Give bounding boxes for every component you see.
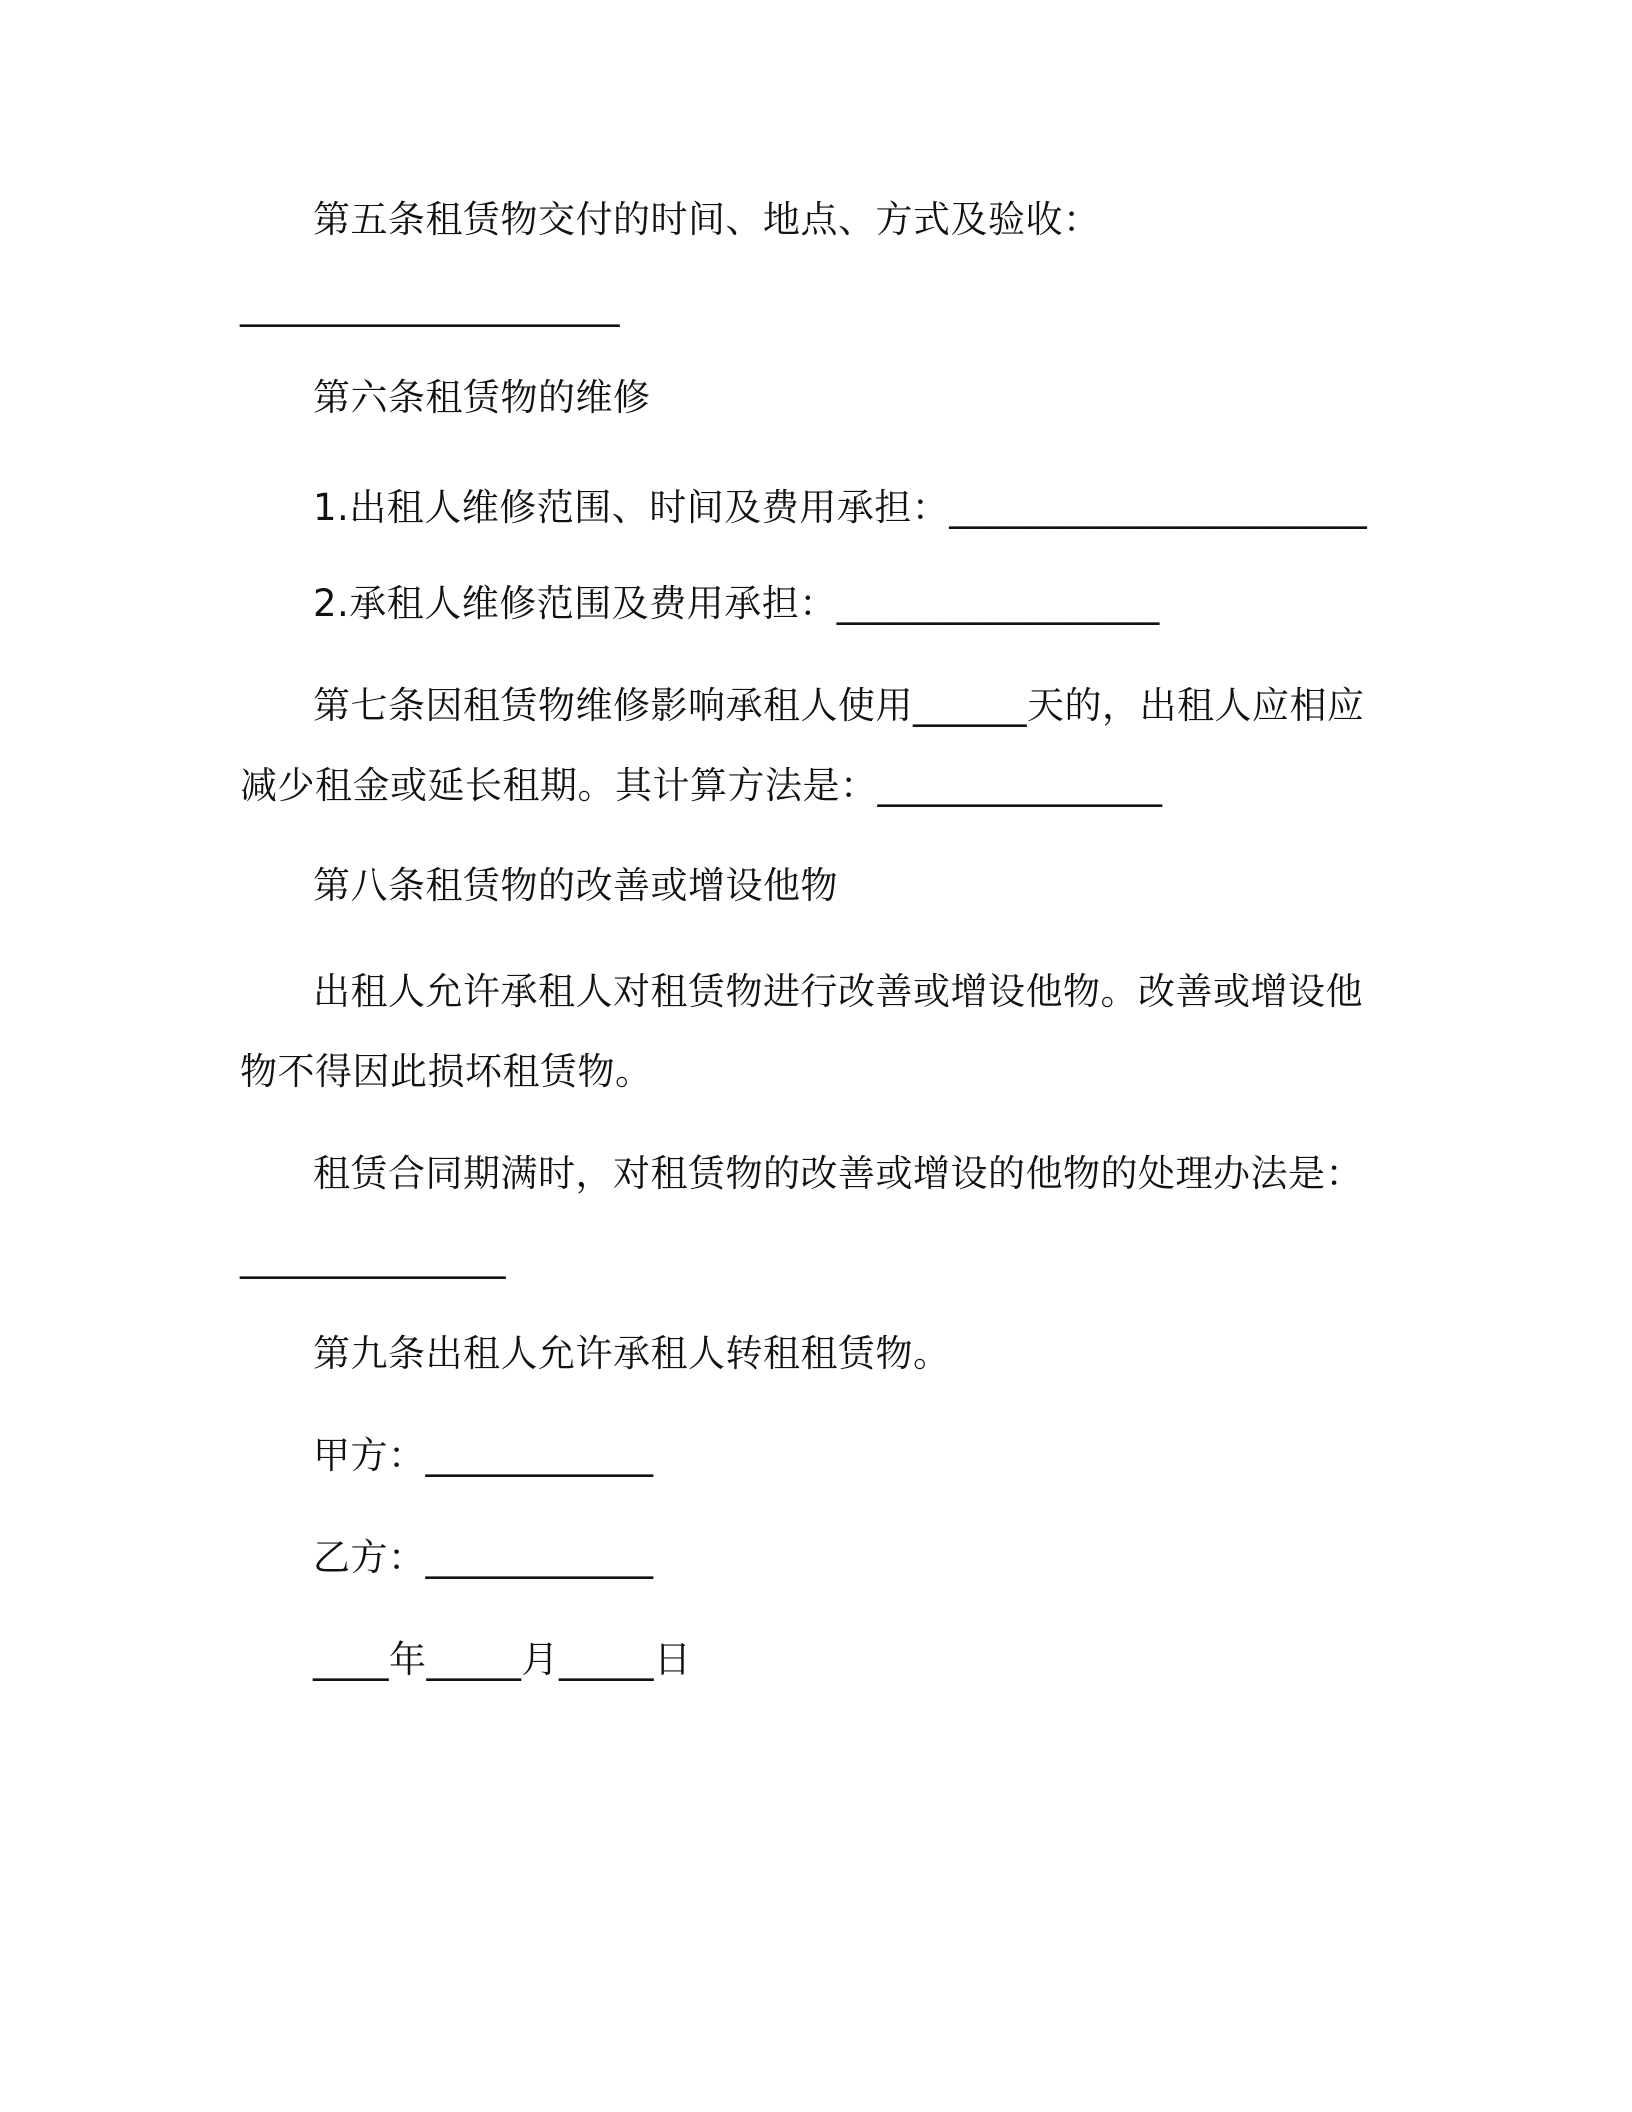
article-7-line-1: 第七条因租赁物维修影响承租人使用______天的，出租人应相应 (313, 684, 1365, 727)
article-8-blank: ______________ (240, 1236, 506, 1279)
article-8-para-2: 租赁合同期满时，对租赁物的改善或增设的他物的处理办法是： (313, 1152, 1363, 1195)
party-b-signature: 乙方：____________ (313, 1536, 654, 1579)
article-7-line-2: 减少租金或延长租期。其计算方法是：_______________ (240, 764, 1163, 807)
article-8-heading: 第八条租赁物的改善或增设他物 (313, 864, 838, 907)
article-6-heading: 第六条租赁物的维修 (313, 376, 651, 419)
article-5-blank: ____________________ (240, 284, 620, 327)
article-6-item-1: 1.出租人维修范围、时间及费用承担：______________________ (313, 486, 1368, 529)
article-5-heading: 第五条租赁物交付的时间、地点、方式及验收： (313, 198, 1101, 241)
article-6-item-2: 2.承租人维修范围及费用承担：_________________ (313, 582, 1160, 625)
signing-date: ____年_____月_____日 (313, 1638, 692, 1681)
article-9-heading: 第九条出租人允许承租人转租租赁物。 (313, 1332, 951, 1375)
article-8-para-1-line-1: 出租人允许承租人对租赁物进行改善或增设他物。改善或增设他 (313, 970, 1363, 1013)
party-a-signature: 甲方：____________ (313, 1434, 654, 1477)
article-8-para-1-line-2: 物不得因此损坏租赁物。 (240, 1050, 653, 1093)
